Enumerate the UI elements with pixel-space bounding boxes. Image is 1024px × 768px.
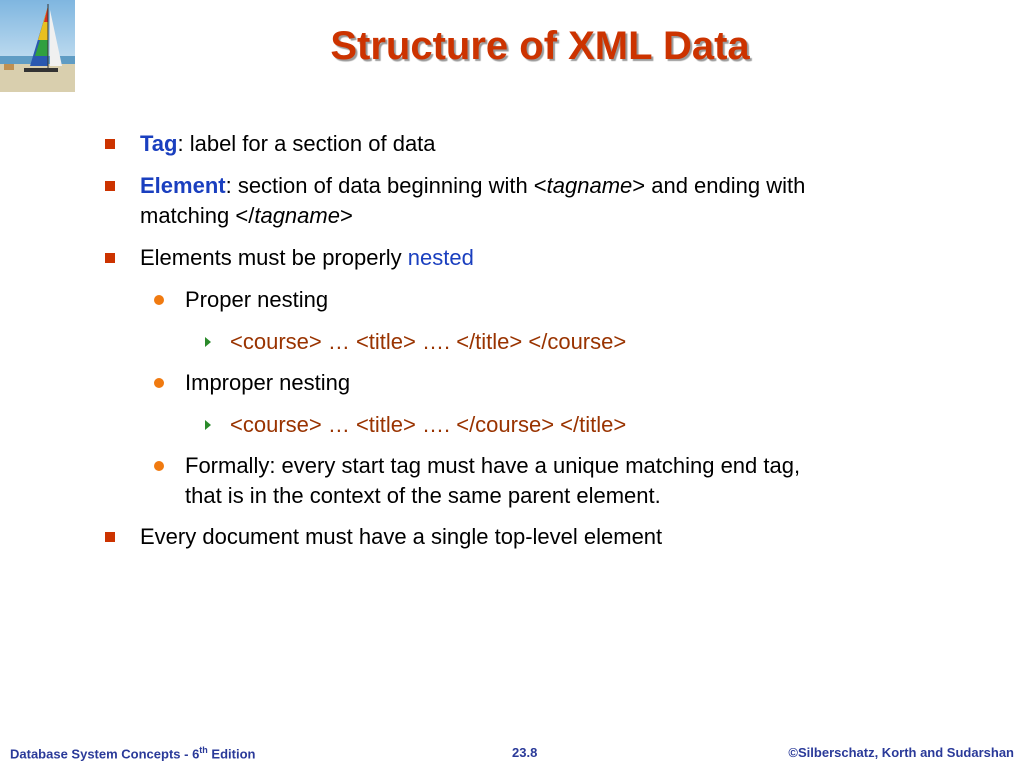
improper-nesting-example: <course> … <title> …. </course> </title> [230, 412, 627, 437]
footer-edition: Edition [207, 746, 256, 762]
bullet-nested-text: Elements must be properly [140, 245, 408, 270]
bullet-top-level: Every document must have a single top-level element [140, 524, 663, 549]
sub-bullet-improper-nesting: Improper nesting [185, 370, 351, 395]
sub-bullet-proper-nesting: Proper nesting [185, 287, 329, 312]
element-desc-b: > and ending with [632, 173, 806, 198]
sub-bullet-formally [185, 451, 945, 511]
footer-page-number: 23.8 [512, 745, 538, 760]
bullet-element [140, 171, 940, 231]
arrow-bullet-icon [205, 337, 211, 347]
element-desc-c: matching </ [140, 203, 255, 228]
formally-line1: Formally: every start tag must have a unique matching end tag, [185, 453, 801, 478]
bullet-element-line2 [140, 201, 940, 231]
term-tag: Tag [140, 131, 178, 156]
square-bullet-icon [105, 139, 115, 149]
dot-bullet-icon [154, 378, 164, 388]
slide-title: Structure of XML Data [330, 24, 750, 68]
footer-book: Database System Concepts - 6 [10, 746, 200, 762]
formally-line2: that is in the context of the same parent element. [185, 483, 661, 508]
element-desc-d: > [339, 203, 353, 228]
nested-highlight: nested [407, 245, 474, 270]
element-desc-a: : section of data beginning with < [225, 173, 547, 198]
bullet-element-line1 [140, 171, 940, 201]
footer-left [10, 745, 255, 761]
footer-copyright: ©Silberschatz, Korth and Sudarshan [788, 745, 1014, 760]
square-bullet-icon [105, 532, 115, 542]
square-bullet-icon [105, 181, 115, 191]
tagname-close: tagname [254, 203, 340, 228]
proper-nesting-example: <course> … <title> …. </title> </course> [230, 329, 627, 354]
dot-bullet-icon [154, 295, 164, 305]
bullet-tag-text: : label for a section of data [177, 131, 436, 156]
arrow-bullet-icon [205, 420, 211, 430]
tagname-open: tagname [546, 173, 633, 198]
bullet-nested [140, 243, 940, 273]
term-element: Element [140, 173, 226, 198]
bullet-tag [140, 129, 940, 159]
dot-bullet-icon [154, 461, 164, 471]
square-bullet-icon [105, 253, 115, 263]
footer-sup: th [199, 745, 208, 755]
